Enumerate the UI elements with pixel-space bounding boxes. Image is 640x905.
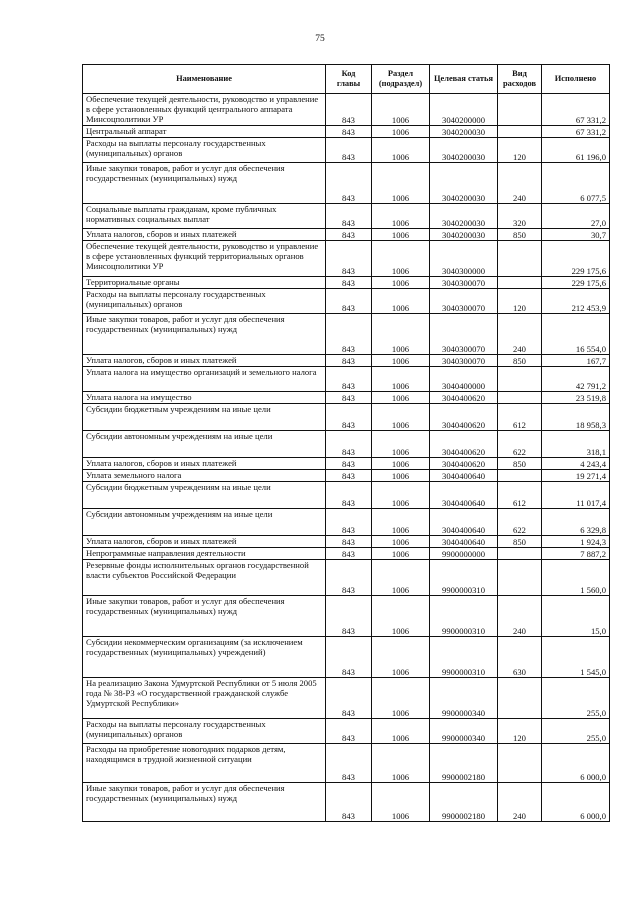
- cell-code: 843: [326, 458, 372, 470]
- cell-kind: 120: [498, 138, 542, 163]
- cell-amount: 167,7: [542, 355, 610, 367]
- cell-target: 3040400620: [430, 431, 498, 458]
- cell-name: Социальные выплаты гражданам, кроме публичных нормативных социальных выплат: [83, 204, 326, 229]
- cell-code: 843: [326, 637, 372, 678]
- cell-code: 843: [326, 548, 372, 560]
- cell-section: 1006: [372, 277, 430, 289]
- cell-target: 9900000340: [430, 719, 498, 744]
- cell-kind: 612: [498, 404, 542, 431]
- table-row: [83, 355, 610, 367]
- table-row: [83, 277, 610, 289]
- cell-name: Иные закупки товаров, работ и услуг для обеспечения государственных (муниципальных) нужд: [83, 163, 326, 204]
- cell-amount: 318,1: [542, 431, 610, 458]
- table-row: [83, 229, 610, 241]
- table-row: [83, 458, 610, 470]
- cell-name: Расходы на выплаты персоналу государственных (муниципальных) органов: [83, 289, 326, 314]
- table-header-row: [83, 65, 610, 94]
- table-row: [83, 204, 610, 229]
- cell-section: 1006: [372, 314, 430, 355]
- table-row: [83, 482, 610, 509]
- cell-code: 843: [326, 138, 372, 163]
- cell-code: 843: [326, 314, 372, 355]
- cell-target: 3040400000: [430, 367, 498, 392]
- table-row: [83, 560, 610, 596]
- cell-kind: 850: [498, 536, 542, 548]
- cell-kind: [498, 470, 542, 482]
- cell-section: 1006: [372, 355, 430, 367]
- cell-code: 843: [326, 241, 372, 277]
- header-amount: Исполнено: [542, 65, 610, 94]
- cell-target: 3040200030: [430, 126, 498, 138]
- table-row: [83, 392, 610, 404]
- cell-amount: 15,0: [542, 596, 610, 637]
- page-number: 75: [315, 34, 325, 44]
- cell-target: 3040300070: [430, 277, 498, 289]
- cell-section: 1006: [372, 637, 430, 678]
- cell-kind: [498, 277, 542, 289]
- table-row: [83, 678, 610, 719]
- cell-section: 1006: [372, 138, 430, 163]
- table-row: [83, 163, 610, 204]
- cell-section: 1006: [372, 470, 430, 482]
- cell-target: 9900000310: [430, 596, 498, 637]
- cell-section: 1006: [372, 392, 430, 404]
- cell-name: Расходы на выплаты персоналу государственных (муниципальных) органов: [83, 138, 326, 163]
- cell-code: 843: [326, 482, 372, 509]
- cell-code: 843: [326, 367, 372, 392]
- table-row: [83, 509, 610, 536]
- cell-code: 843: [326, 229, 372, 241]
- cell-amount: 6 000,0: [542, 744, 610, 783]
- cell-kind: 240: [498, 596, 542, 637]
- cell-kind: 120: [498, 289, 542, 314]
- table-row: [83, 138, 610, 163]
- cell-amount: 255,0: [542, 678, 610, 719]
- cell-amount: 30,7: [542, 229, 610, 241]
- cell-kind: 622: [498, 509, 542, 536]
- cell-code: 843: [326, 678, 372, 719]
- cell-kind: 630: [498, 637, 542, 678]
- cell-amount: 1 560,0: [542, 560, 610, 596]
- cell-target: 3040400620: [430, 404, 498, 431]
- cell-kind: [498, 94, 542, 126]
- cell-amount: 61 196,0: [542, 138, 610, 163]
- cell-amount: 23 519,8: [542, 392, 610, 404]
- cell-code: 843: [326, 289, 372, 314]
- cell-amount: 6 077,5: [542, 163, 610, 204]
- cell-section: 1006: [372, 94, 430, 126]
- cell-kind: [498, 678, 542, 719]
- cell-name: Уплата налога на имущество организаций и земельного налога: [83, 367, 326, 392]
- cell-code: 843: [326, 404, 372, 431]
- budget-table: [82, 64, 610, 822]
- cell-target: 9900000310: [430, 560, 498, 596]
- cell-kind: 240: [498, 783, 542, 822]
- table-row: [83, 637, 610, 678]
- cell-code: 843: [326, 783, 372, 822]
- cell-target: 3040400640: [430, 482, 498, 509]
- header-code: Код главы: [326, 65, 372, 94]
- cell-section: 1006: [372, 548, 430, 560]
- cell-section: 1006: [372, 404, 430, 431]
- cell-target: 3040400640: [430, 509, 498, 536]
- cell-name: Уплата земельного налога: [83, 470, 326, 482]
- cell-code: 843: [326, 744, 372, 783]
- cell-name: Центральный аппарат: [83, 126, 326, 138]
- cell-code: 843: [326, 470, 372, 482]
- cell-target: 3040300000: [430, 241, 498, 277]
- cell-target: 3040200030: [430, 163, 498, 204]
- cell-section: 1006: [372, 431, 430, 458]
- table-row: [83, 783, 610, 822]
- cell-section: 1006: [372, 678, 430, 719]
- table-row: [83, 470, 610, 482]
- cell-name: Уплата налога на имущество: [83, 392, 326, 404]
- cell-code: 843: [326, 719, 372, 744]
- table-row: [83, 431, 610, 458]
- header-target: Целевая статья: [430, 65, 498, 94]
- table-row: [83, 404, 610, 431]
- cell-section: 1006: [372, 163, 430, 204]
- table-row: [83, 719, 610, 744]
- cell-kind: 850: [498, 229, 542, 241]
- cell-target: 9900002180: [430, 744, 498, 783]
- cell-amount: 1 924,3: [542, 536, 610, 548]
- header-kind: Вид расходов: [498, 65, 542, 94]
- cell-name: Уплата налогов, сборов и иных платежей: [83, 229, 326, 241]
- cell-code: 843: [326, 163, 372, 204]
- cell-name: Субсидии бюджетным учреждениям на иные цели: [83, 404, 326, 431]
- cell-section: 1006: [372, 458, 430, 470]
- cell-section: 1006: [372, 241, 430, 277]
- cell-kind: [498, 241, 542, 277]
- cell-name: Уплата налогов, сборов и иных платежей: [83, 355, 326, 367]
- cell-section: 1006: [372, 744, 430, 783]
- cell-code: 843: [326, 94, 372, 126]
- cell-name: Резервные фонды исполнительных органов государственной власти субъектов Российской Федерации: [83, 560, 326, 596]
- header-section: Раздел (подраздел): [372, 65, 430, 94]
- cell-amount: 27,0: [542, 204, 610, 229]
- cell-kind: [498, 367, 542, 392]
- cell-name: Территориальные органы: [83, 277, 326, 289]
- cell-target: 3040200000: [430, 94, 498, 126]
- cell-section: 1006: [372, 560, 430, 596]
- cell-kind: 850: [498, 458, 542, 470]
- cell-name: Расходы на приобретение новогодних подарков детям, находящимся в трудной жизненной ситуации: [83, 744, 326, 783]
- table-row: [83, 94, 610, 126]
- cell-kind: 120: [498, 719, 542, 744]
- cell-target: 3040200030: [430, 204, 498, 229]
- cell-target: 3040300070: [430, 289, 498, 314]
- cell-name: Субсидии бюджетным учреждениям на иные цели: [83, 482, 326, 509]
- cell-section: 1006: [372, 536, 430, 548]
- cell-amount: 11 017,4: [542, 482, 610, 509]
- cell-section: 1006: [372, 719, 430, 744]
- cell-target: 9900000340: [430, 678, 498, 719]
- cell-code: 843: [326, 596, 372, 637]
- cell-code: 843: [326, 392, 372, 404]
- cell-kind: 320: [498, 204, 542, 229]
- cell-kind: 240: [498, 163, 542, 204]
- cell-kind: [498, 560, 542, 596]
- cell-amount: 212 453,9: [542, 289, 610, 314]
- cell-name: Субсидии автономным учреждениям на иные цели: [83, 431, 326, 458]
- cell-name: Иные закупки товаров, работ и услуг для обеспечения государственных (муниципальных) нужд: [83, 783, 326, 822]
- cell-target: 3040400620: [430, 392, 498, 404]
- table-body: [83, 94, 610, 822]
- cell-amount: 6 000,0: [542, 783, 610, 822]
- cell-amount: 18 958,3: [542, 404, 610, 431]
- table-row: [83, 367, 610, 392]
- cell-name: Иные закупки товаров, работ и услуг для обеспечения государственных (муниципальных) нужд: [83, 314, 326, 355]
- cell-name: Иные закупки товаров, работ и услуг для обеспечения государственных (муниципальных) нужд: [83, 596, 326, 637]
- cell-kind: 850: [498, 355, 542, 367]
- cell-code: 843: [326, 204, 372, 229]
- cell-amount: 229 175,6: [542, 277, 610, 289]
- cell-kind: [498, 548, 542, 560]
- cell-target: 3040400640: [430, 470, 498, 482]
- cell-name: На реализацию Закона Удмуртской Республики от 5 июля 2005 года № 38-РЗ «О государственной гражданской службе Удмуртской Республики»: [83, 678, 326, 719]
- cell-name: Расходы на выплаты персоналу государственных (муниципальных) органов: [83, 719, 326, 744]
- table-row: [83, 548, 610, 560]
- cell-name: Субсидии некоммерческим организациям (за исключением государственных (муниципальных) учреждений): [83, 637, 326, 678]
- cell-code: 843: [326, 355, 372, 367]
- cell-name: Уплата налогов, сборов и иных платежей: [83, 458, 326, 470]
- cell-kind: [498, 126, 542, 138]
- cell-section: 1006: [372, 482, 430, 509]
- cell-kind: 612: [498, 482, 542, 509]
- table-row: [83, 314, 610, 355]
- table-row: [83, 126, 610, 138]
- cell-section: 1006: [372, 783, 430, 822]
- cell-name: Обеспечение текущей деятельности, руководство и управление в сфере установленных функций центрального аппарата Минсоцполитики УР: [83, 94, 326, 126]
- cell-amount: 67 331,2: [542, 94, 610, 126]
- cell-target: 3040200030: [430, 138, 498, 163]
- cell-code: 843: [326, 277, 372, 289]
- table-row: [83, 596, 610, 637]
- cell-amount: 6 329,8: [542, 509, 610, 536]
- table-row: [83, 241, 610, 277]
- cell-kind: [498, 744, 542, 783]
- cell-target: 9900000310: [430, 637, 498, 678]
- cell-target: 3040400620: [430, 458, 498, 470]
- cell-amount: 16 554,0: [542, 314, 610, 355]
- cell-amount: 19 271,4: [542, 470, 610, 482]
- cell-kind: 240: [498, 314, 542, 355]
- cell-code: 843: [326, 536, 372, 548]
- cell-section: 1006: [372, 289, 430, 314]
- cell-target: 9900000000: [430, 548, 498, 560]
- cell-amount: 229 175,6: [542, 241, 610, 277]
- cell-name: Обеспечение текущей деятельности, руководство и управление в сфере установленных функций территориальных органов Минсоцполитики УР: [83, 241, 326, 277]
- cell-kind: [498, 392, 542, 404]
- cell-section: 1006: [372, 229, 430, 241]
- cell-section: 1006: [372, 509, 430, 536]
- cell-amount: 7 887,2: [542, 548, 610, 560]
- cell-target: 3040200030: [430, 229, 498, 241]
- table-row: [83, 536, 610, 548]
- cell-kind: 622: [498, 431, 542, 458]
- cell-section: 1006: [372, 126, 430, 138]
- cell-amount: 4 243,4: [542, 458, 610, 470]
- cell-amount: 42 791,2: [542, 367, 610, 392]
- cell-name: Субсидии автономным учреждениям на иные цели: [83, 509, 326, 536]
- cell-section: 1006: [372, 596, 430, 637]
- cell-target: 3040400640: [430, 536, 498, 548]
- cell-amount: 255,0: [542, 719, 610, 744]
- cell-target: 3040300070: [430, 355, 498, 367]
- header-name: Наименование: [83, 65, 326, 94]
- cell-code: 843: [326, 431, 372, 458]
- cell-section: 1006: [372, 367, 430, 392]
- cell-amount: 1 545,0: [542, 637, 610, 678]
- cell-name: Непрограммные направления деятельности: [83, 548, 326, 560]
- table-row: [83, 744, 610, 783]
- cell-code: 843: [326, 126, 372, 138]
- cell-target: 9900002180: [430, 783, 498, 822]
- cell-amount: 67 331,2: [542, 126, 610, 138]
- cell-code: 843: [326, 560, 372, 596]
- cell-name: Уплата налогов, сборов и иных платежей: [83, 536, 326, 548]
- cell-code: 843: [326, 509, 372, 536]
- cell-target: 3040300070: [430, 314, 498, 355]
- table-row: [83, 289, 610, 314]
- cell-section: 1006: [372, 204, 430, 229]
